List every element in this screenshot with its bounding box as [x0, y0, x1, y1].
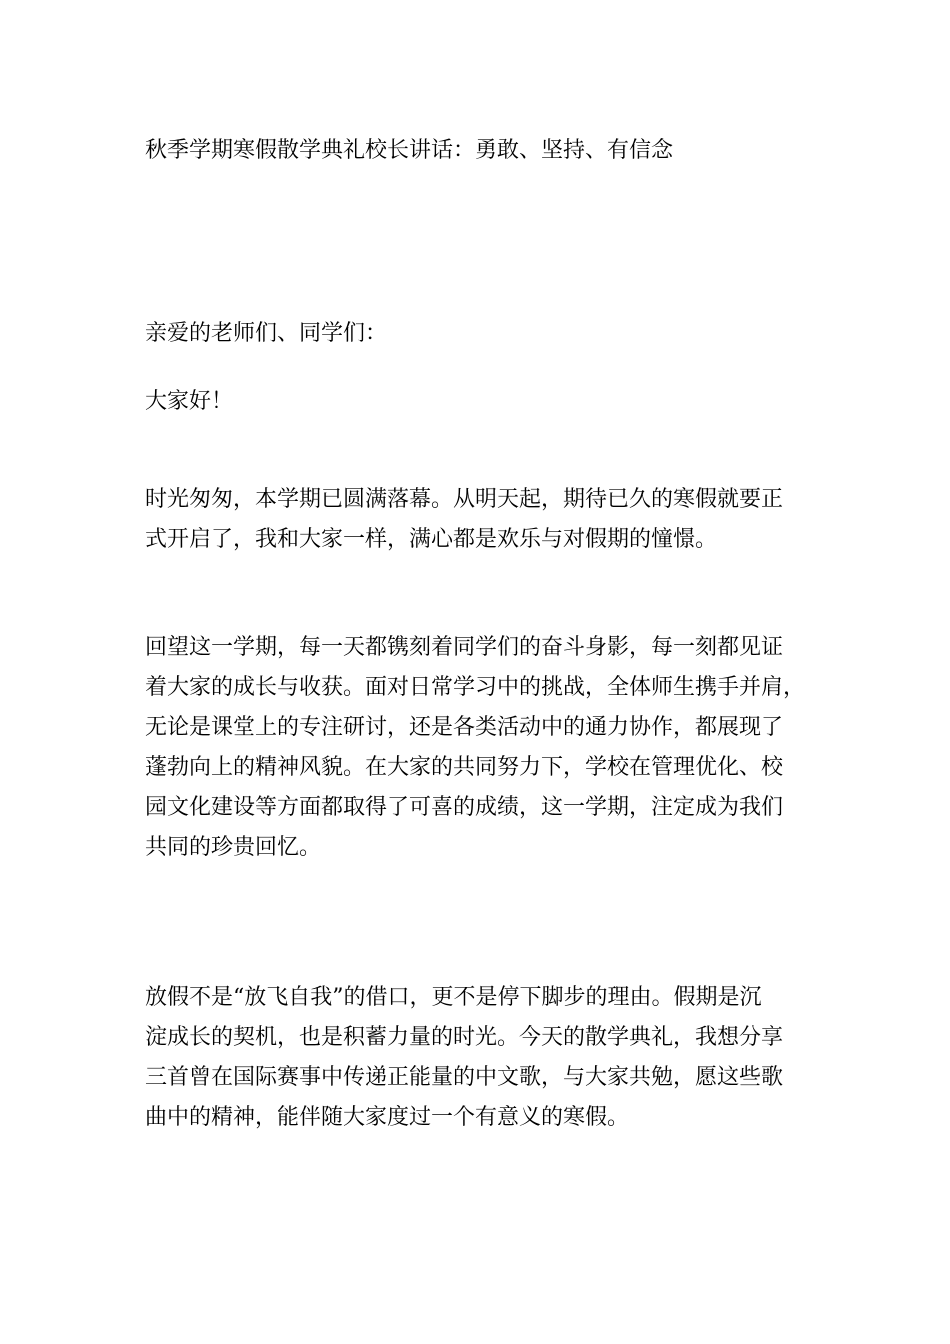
paragraph-line: 共同的珍贵回忆。 — [145, 835, 322, 860]
paragraph-line: 着大家的成长与收获。面对日常学习中的挑战，全体师生携手并肩， — [145, 675, 806, 700]
paragraph-line: 园文化建设等方面都取得了可喜的成绩，这一学期，注定成为我们 — [145, 795, 784, 820]
paragraph-line: 三首曾在国际赛事中传递正能量的中文歌，与大家共勉，愿这些歌 — [145, 1065, 784, 1090]
greeting-text: 大家好！ — [145, 389, 234, 414]
paragraph-3 — [145, 978, 815, 1138]
paragraph-line: 放假不是“放飞自我”的借口，更不是停下脚步的理由。假期是沉 — [145, 985, 762, 1010]
paragraph-line: 回望这一学期，每一天都镌刻着同学们的奋斗身影，每一刻都见证 — [145, 635, 784, 660]
paragraph-1 — [145, 480, 815, 560]
document-title: 秋季学期寒假散学典礼校长讲话：勇敢、坚持、有信念 — [145, 138, 674, 163]
salutation-text: 亲爱的老师们、同学们： — [145, 321, 388, 346]
paragraph-line: 曲中的精神，能伴随大家度过一个有意义的寒假。 — [145, 1105, 630, 1130]
greeting — [145, 382, 815, 422]
paragraph-line: 蓬勃向上的精神风貌。在大家的共同努力下，学校在管理优化、校 — [145, 755, 784, 780]
paragraph-line: 无论是课堂上的专注研讨，还是各类活动中的通力协作，都展现了 — [145, 715, 784, 740]
paragraph-2 — [145, 628, 815, 868]
paragraph-line: 时光匆匆，本学期已圆满落幕。从明天起，期待已久的寒假就要正 — [145, 487, 784, 512]
salutation — [145, 314, 815, 354]
paragraph-line: 式开启了，我和大家一样，满心都是欢乐与对假期的憧憬。 — [145, 527, 718, 552]
paragraph-line: 淀成长的契机，也是积蓄力量的时光。今天的散学典礼，我想分享 — [145, 1025, 784, 1050]
